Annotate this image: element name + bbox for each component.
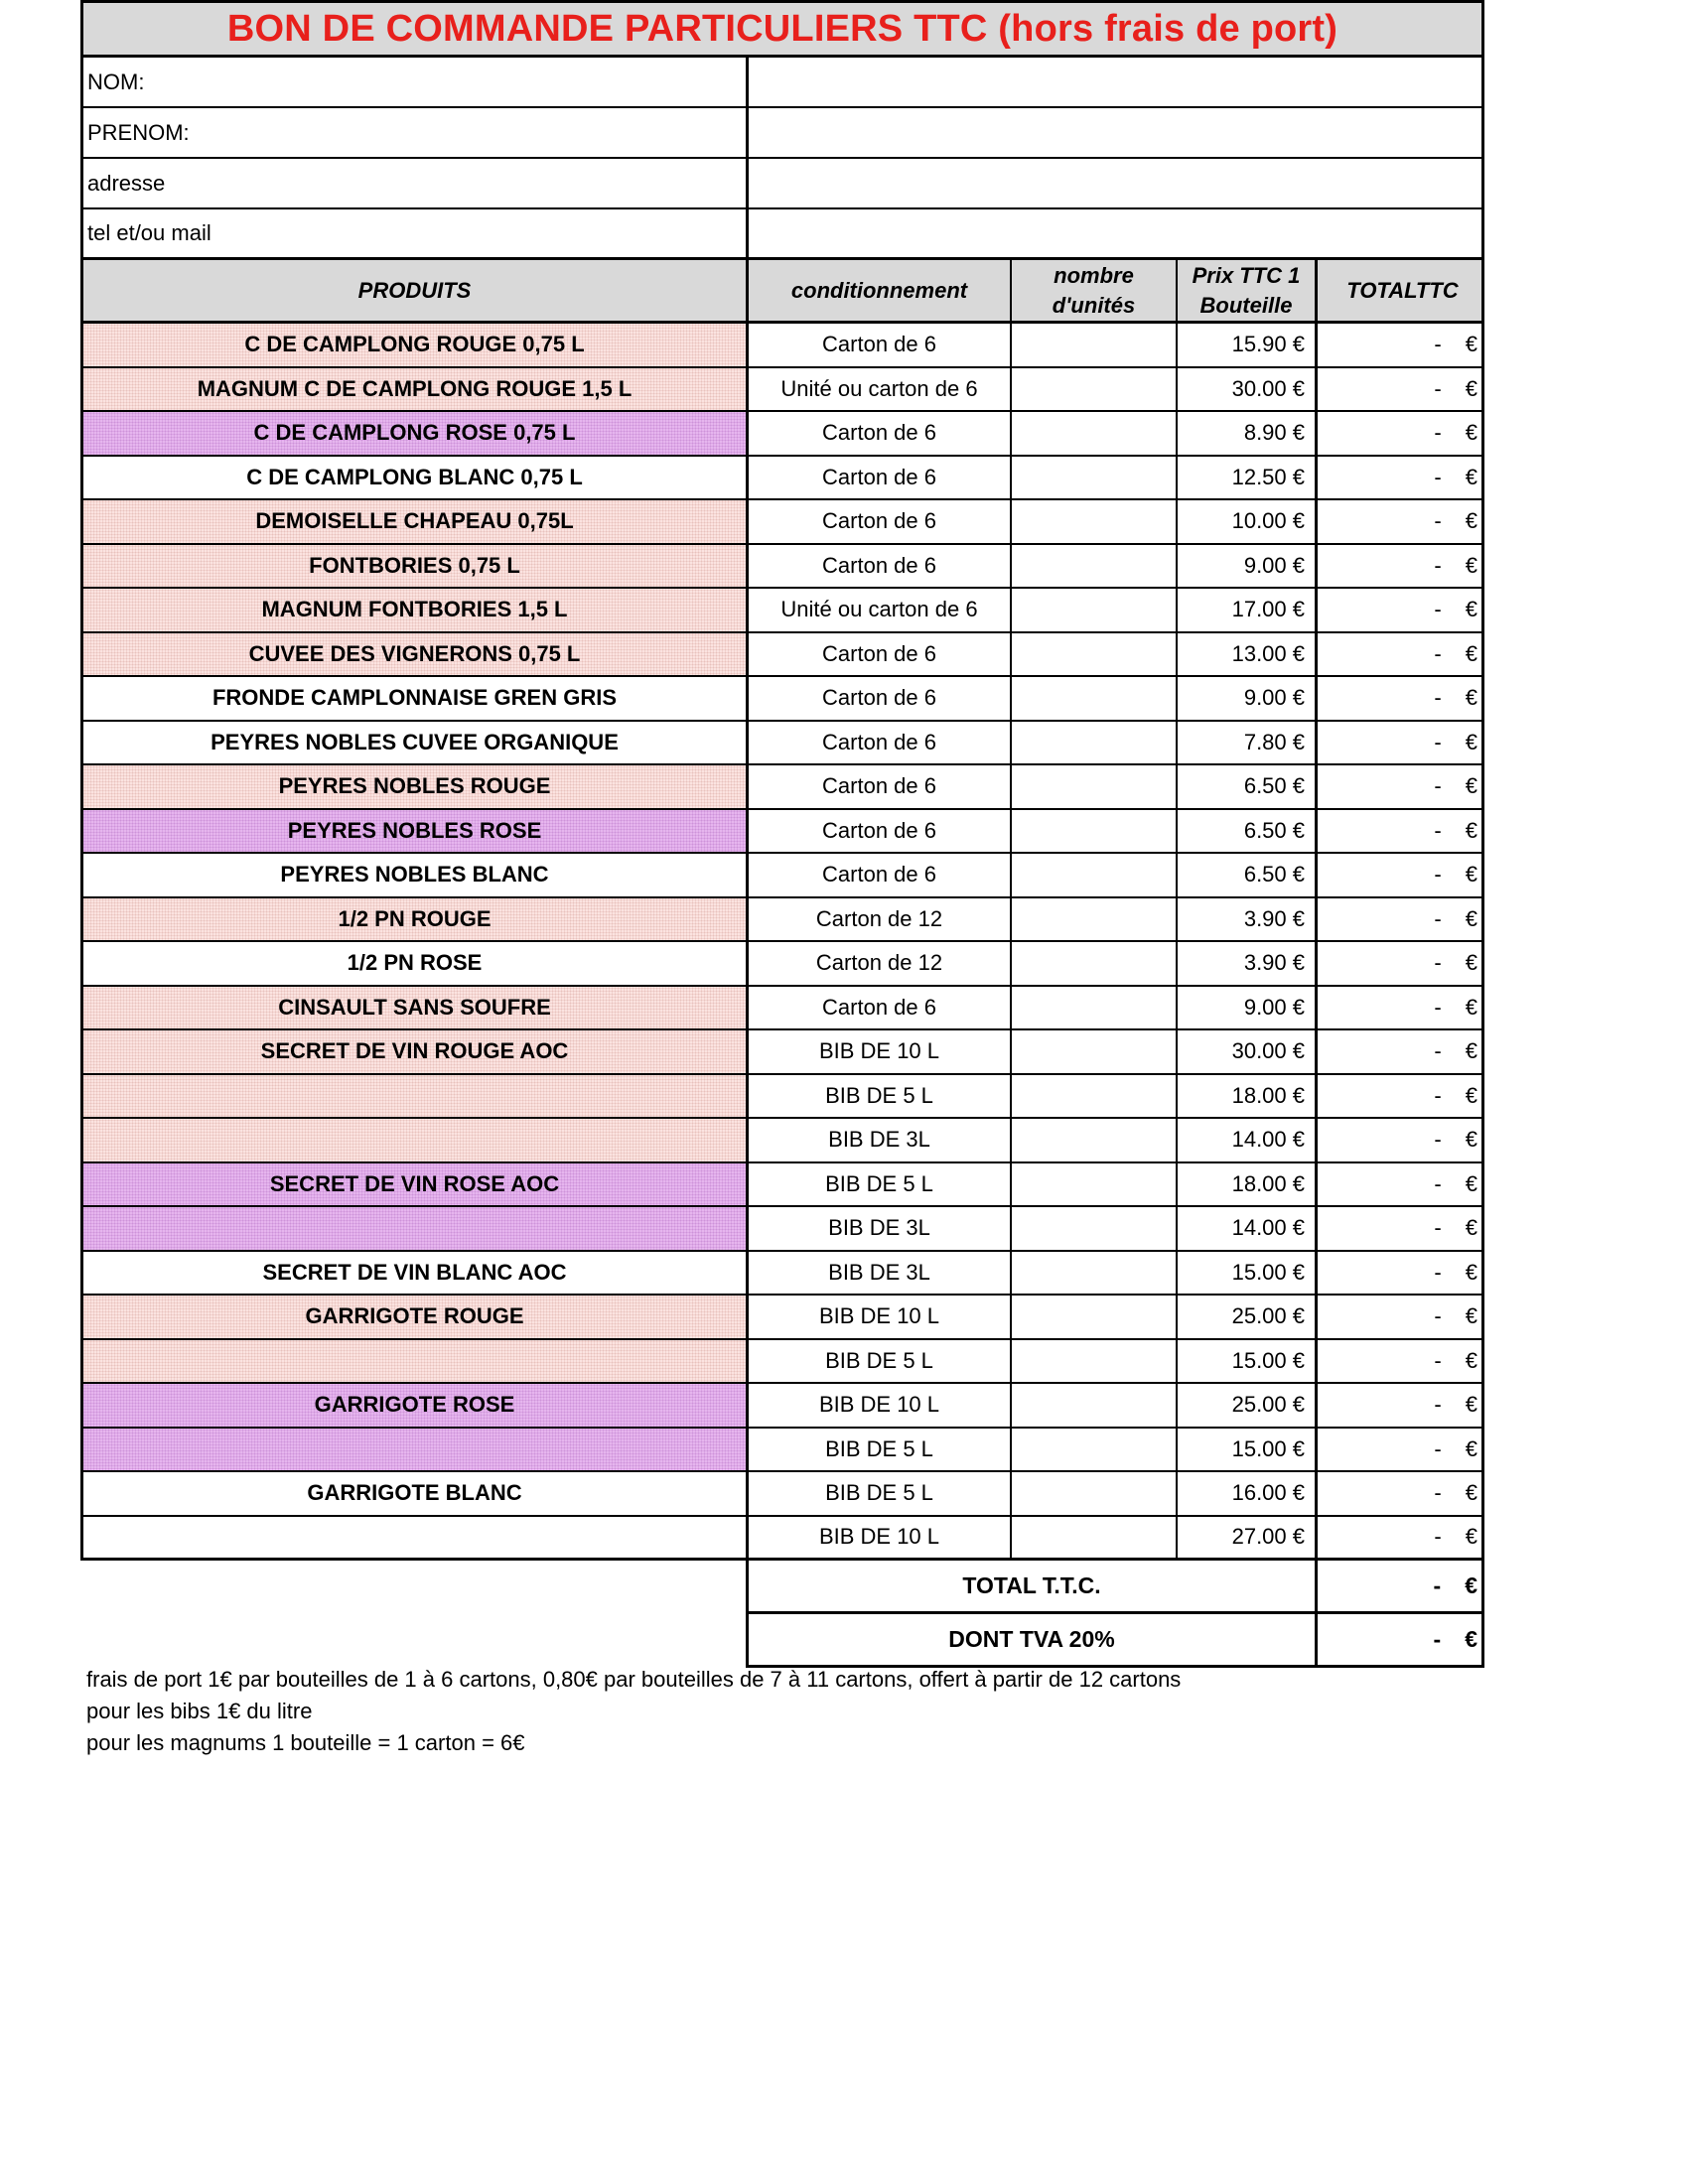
product-packaging: BIB DE 10 L [749,1030,1012,1073]
quantity-input[interactable] [1012,1207,1178,1250]
line-total-dash: - [1434,375,1442,401]
line-total-dash: - [1434,773,1442,799]
customer-field-input[interactable] [749,58,1487,106]
table-row [80,1163,1484,1208]
line-total-dash: - [1434,420,1442,446]
table-row [80,854,1484,898]
total-value [1318,1561,1487,1611]
line-total-dash: - [1434,597,1442,622]
line-total [1318,765,1487,808]
line-total-currency: € [1465,994,1477,1020]
product-packaging: Carton de 6 [749,810,1012,853]
line-total [1318,854,1487,896]
table-row [80,722,1484,766]
line-total-currency: € [1465,552,1477,578]
unit-price: 3.90 € [1178,898,1318,941]
product-name: C DE CAMPLONG ROSE 0,75 L [83,412,749,455]
unit-price: 30.00 € [1178,1030,1318,1073]
product-packaging: BIB DE 5 L [749,1075,1012,1118]
product-name: GARRIGOTE ROUGE [83,1296,749,1338]
product-name [83,1075,749,1118]
totals-block [746,1561,1484,1668]
line-total-dash: - [1434,552,1442,578]
quantity-input[interactable] [1012,589,1178,631]
unit-price: 3.90 € [1178,942,1318,985]
header-produits: PRODUITS [83,260,749,321]
quantity-input[interactable] [1012,1517,1178,1559]
note-line: pour les magnums 1 bouteille = 1 carton = 6€ [86,1730,525,1755]
table-row [80,1384,1484,1429]
table-row [80,898,1484,943]
line-total-dash: - [1434,1480,1442,1506]
line-total-dash: - [1434,1215,1442,1241]
product-packaging: Carton de 6 [749,854,1012,896]
product-packaging: Unité ou carton de 6 [749,589,1012,631]
unit-price: 6.50 € [1178,810,1318,853]
quantity-input[interactable] [1012,854,1178,896]
quantity-input[interactable] [1012,677,1178,720]
quantity-input[interactable] [1012,1429,1178,1471]
line-total-dash: - [1434,729,1442,754]
unit-price: 25.00 € [1178,1296,1318,1338]
note-line: pour les bibs 1€ du litre [86,1699,313,1723]
product-name: C DE CAMPLONG BLANC 0,75 L [83,457,749,499]
header-prix-ttc: Prix TTC 1 Bouteille [1178,260,1318,321]
product-packaging: BIB DE 3L [749,1207,1012,1250]
quantity-input[interactable] [1012,1296,1178,1338]
note-line: frais de port 1€ par bouteilles de 1 à 6 cartons, 0,80€ par bouteilles de 7 à 11 cartons, offert à partir de 12 cartons [86,1667,1182,1692]
line-total [1318,1207,1487,1250]
product-packaging: Carton de 6 [749,500,1012,543]
table-row [80,765,1484,810]
line-total-currency: € [1465,862,1477,887]
line-total-dash: - [1434,1259,1442,1285]
table-row [80,1517,1484,1562]
table-row [80,589,1484,633]
line-total-dash: - [1434,464,1442,489]
line-total [1318,810,1487,853]
product-packaging: BIB DE 10 L [749,1296,1012,1338]
unit-price: 9.00 € [1178,545,1318,588]
product-name: PEYRES NOBLES ROUGE [83,765,749,808]
header-nombre-unites: nombre d'unités [1012,260,1178,321]
line-total-dash: - [1434,508,1442,534]
line-total [1318,677,1487,720]
quantity-input[interactable] [1012,457,1178,499]
quantity-input[interactable] [1012,1163,1178,1206]
product-name: MAGNUM FONTBORIES 1,5 L [83,589,749,631]
line-total [1318,633,1487,676]
line-total-dash: - [1434,1524,1442,1550]
total-value [1318,1614,1487,1665]
unit-price: 13.00 € [1178,633,1318,676]
line-total [1318,1075,1487,1118]
line-total-currency: € [1465,1480,1477,1506]
line-total-currency: € [1465,1524,1477,1550]
quantity-input[interactable] [1012,1075,1178,1118]
customer-field-label: NOM: [83,58,749,106]
line-total-dash: - [1434,862,1442,887]
quantity-input[interactable] [1012,412,1178,455]
quantity-input[interactable] [1012,633,1178,676]
table-row [80,810,1484,855]
line-total [1318,1384,1487,1427]
customer-field-input[interactable] [749,159,1487,207]
line-total [1318,722,1487,764]
total-ttc-row [746,1561,1484,1614]
product-packaging: Carton de 6 [749,324,1012,366]
line-total-currency: € [1465,1082,1477,1108]
line-total-dash: - [1434,950,1442,976]
customer-field-row [80,108,1484,159]
quantity-input[interactable] [1012,765,1178,808]
unit-price: 6.50 € [1178,854,1318,896]
quantity-input[interactable] [1012,722,1178,764]
table-row [80,1296,1484,1340]
table-row [80,942,1484,987]
unit-price: 25.00 € [1178,1384,1318,1427]
product-packaging: Carton de 12 [749,898,1012,941]
product-name [83,1119,749,1161]
product-name [83,1207,749,1250]
line-total-currency: € [1465,1215,1477,1241]
line-total-dash: - [1434,332,1442,357]
unit-price: 18.00 € [1178,1163,1318,1206]
product-name [83,1517,749,1559]
quantity-input[interactable] [1012,987,1178,1029]
line-total-currency: € [1465,420,1477,446]
line-total-dash: - [1434,1347,1442,1373]
line-total [1318,457,1487,499]
line-total [1318,898,1487,941]
table-row [80,324,1484,368]
line-total [1318,324,1487,366]
unit-price: 17.00 € [1178,589,1318,631]
line-total-currency: € [1465,1038,1477,1064]
table-row [80,633,1484,678]
total-dash: - [1433,1626,1442,1652]
quantity-input[interactable] [1012,898,1178,941]
product-name: CUVEE DES VIGNERONS 0,75 L [83,633,749,676]
unit-price: 7.80 € [1178,722,1318,764]
product-name: PEYRES NOBLES ROSE [83,810,749,853]
product-name: MAGNUM C DE CAMPLONG ROUGE 1,5 L [83,368,749,411]
product-packaging: Carton de 6 [749,633,1012,676]
line-total-currency: € [1465,1303,1477,1329]
line-total-dash: - [1434,817,1442,843]
line-total [1318,368,1487,411]
line-total-currency: € [1465,508,1477,534]
line-total-currency: € [1465,905,1477,931]
line-total [1318,1517,1487,1559]
line-total-currency: € [1465,773,1477,799]
quantity-input[interactable] [1012,324,1178,366]
line-total [1318,545,1487,588]
line-total-currency: € [1465,640,1477,666]
unit-price: 14.00 € [1178,1207,1318,1250]
product-name: CINSAULT SANS SOUFRE [83,987,749,1029]
line-total-dash: - [1434,1038,1442,1064]
product-packaging: Carton de 6 [749,457,1012,499]
product-packaging: Carton de 12 [749,942,1012,985]
table-header [80,260,1484,324]
product-name: FONTBORIES 0,75 L [83,545,749,588]
line-total [1318,987,1487,1029]
product-name: SECRET DE VIN ROUGE AOC [83,1030,749,1073]
form-title: BON DE COMMANDE PARTICULIERS TTC (hors frais de port) [80,0,1484,58]
table-row [80,1472,1484,1517]
unit-price: 12.50 € [1178,457,1318,499]
product-packaging: BIB DE 5 L [749,1163,1012,1206]
line-total-dash: - [1434,1392,1442,1418]
total-label: TOTAL T.T.C. [749,1561,1318,1611]
customer-field-label: adresse [83,159,749,207]
quantity-input[interactable] [1012,942,1178,985]
product-name: DEMOISELLE CHAPEAU 0,75L [83,500,749,543]
table-row [80,1207,1484,1252]
customer-field-label: PRENOM: [83,108,749,157]
line-total-currency: € [1465,597,1477,622]
line-total-dash: - [1434,1303,1442,1329]
product-name: 1/2 PN ROSE [83,942,749,985]
customer-field-input[interactable] [749,209,1487,257]
line-total-dash: - [1434,905,1442,931]
customer-field-input[interactable] [749,108,1487,157]
product-name: FRONDE CAMPLONNAISE GREN GRIS [83,677,749,720]
header-conditionnement: conditionnement [749,260,1012,321]
unit-price: 15.00 € [1178,1340,1318,1383]
quantity-input[interactable] [1012,1119,1178,1161]
line-total-currency: € [1465,1127,1477,1153]
unit-price: 9.00 € [1178,677,1318,720]
quantity-input[interactable] [1012,1384,1178,1427]
total-currency: € [1465,1572,1477,1598]
product-packaging: Carton de 6 [749,412,1012,455]
unit-price: 16.00 € [1178,1472,1318,1515]
table-row [80,1252,1484,1297]
customer-field-row [80,159,1484,209]
unit-price: 15.90 € [1178,324,1318,366]
quantity-input[interactable] [1012,1472,1178,1515]
table-row [80,987,1484,1031]
total-currency: € [1465,1626,1477,1652]
line-total-currency: € [1465,685,1477,711]
line-total-currency: € [1465,1259,1477,1285]
line-total [1318,1252,1487,1295]
unit-price: 9.00 € [1178,987,1318,1029]
product-name: 1/2 PN ROUGE [83,898,749,941]
product-packaging: Carton de 6 [749,677,1012,720]
line-total-currency: € [1465,950,1477,976]
order-form-sheet [80,0,1484,1668]
product-name: GARRIGOTE BLANC [83,1472,749,1515]
line-total [1318,1030,1487,1073]
line-total-currency: € [1465,464,1477,489]
quantity-input[interactable] [1012,1252,1178,1295]
table-row [80,1075,1484,1120]
product-name [83,1429,749,1471]
product-name [83,1340,749,1383]
unit-price: 27.00 € [1178,1517,1318,1559]
product-packaging: BIB DE 10 L [749,1384,1012,1427]
line-total-dash: - [1434,1127,1442,1153]
line-total [1318,1429,1487,1471]
quantity-input[interactable] [1012,545,1178,588]
customer-field-label: tel et/ou mail [83,209,749,257]
product-table-body [80,324,1484,1561]
line-total-currency: € [1465,1392,1477,1418]
table-row [80,1119,1484,1163]
quantity-input[interactable] [1012,368,1178,411]
table-row [80,1429,1484,1473]
line-total-currency: € [1465,375,1477,401]
table-row [80,677,1484,722]
line-total [1318,1296,1487,1338]
line-total [1318,1163,1487,1206]
line-total [1318,412,1487,455]
line-total-dash: - [1434,1435,1442,1461]
line-total-currency: € [1465,1347,1477,1373]
product-name: GARRIGOTE ROSE [83,1384,749,1427]
table-row [80,1030,1484,1075]
unit-price: 18.00 € [1178,1075,1318,1118]
product-name: PEYRES NOBLES BLANC [83,854,749,896]
product-name: C DE CAMPLONG ROUGE 0,75 L [83,324,749,366]
quantity-input[interactable] [1012,1030,1178,1073]
unit-price: 6.50 € [1178,765,1318,808]
quantity-input[interactable] [1012,1340,1178,1383]
table-row [80,500,1484,545]
product-packaging: Unité ou carton de 6 [749,368,1012,411]
product-name: SECRET DE VIN BLANC AOC [83,1252,749,1295]
product-packaging: BIB DE 10 L [749,1517,1012,1559]
unit-price: 10.00 € [1178,500,1318,543]
line-total-currency: € [1465,729,1477,754]
line-total [1318,589,1487,631]
line-total [1318,1119,1487,1161]
quantity-input[interactable] [1012,500,1178,543]
line-total-currency: € [1465,1170,1477,1196]
unit-price: 30.00 € [1178,368,1318,411]
line-total-dash: - [1434,1170,1442,1196]
quantity-input[interactable] [1012,810,1178,853]
shipping-notes [86,1664,1181,1759]
table-row [80,545,1484,590]
product-packaging: Carton de 6 [749,545,1012,588]
line-total [1318,500,1487,543]
product-packaging: Carton de 6 [749,722,1012,764]
unit-price: 15.00 € [1178,1429,1318,1471]
product-name: PEYRES NOBLES CUVEE ORGANIQUE [83,722,749,764]
line-total [1318,1472,1487,1515]
product-packaging: BIB DE 5 L [749,1472,1012,1515]
customer-field-row [80,58,1484,108]
line-total-currency: € [1465,817,1477,843]
product-packaging: BIB DE 5 L [749,1429,1012,1471]
unit-price: 14.00 € [1178,1119,1318,1161]
header-total-ttc: TOTALTTC [1346,277,1459,303]
product-name: SECRET DE VIN ROSE AOC [83,1163,749,1206]
tva-row [746,1614,1484,1668]
product-packaging: Carton de 6 [749,987,1012,1029]
product-packaging: Carton de 6 [749,765,1012,808]
unit-price: 8.90 € [1178,412,1318,455]
table-row [80,412,1484,457]
product-packaging: BIB DE 3L [749,1119,1012,1161]
total-label: DONT TVA 20% [749,1614,1318,1665]
table-row [80,368,1484,413]
line-total-dash: - [1434,994,1442,1020]
line-total-currency: € [1465,1435,1477,1461]
unit-price: 15.00 € [1178,1252,1318,1295]
customer-info-block [80,58,1484,260]
line-total [1318,1340,1487,1383]
customer-field-row [80,209,1484,260]
line-total-dash: - [1434,1082,1442,1108]
product-packaging: BIB DE 3L [749,1252,1012,1295]
table-row [80,1340,1484,1385]
total-dash: - [1433,1572,1442,1598]
line-total [1318,942,1487,985]
line-total-dash: - [1434,685,1442,711]
line-total-dash: - [1434,640,1442,666]
line-total-currency: € [1465,332,1477,357]
product-packaging: BIB DE 5 L [749,1340,1012,1383]
table-row [80,457,1484,501]
